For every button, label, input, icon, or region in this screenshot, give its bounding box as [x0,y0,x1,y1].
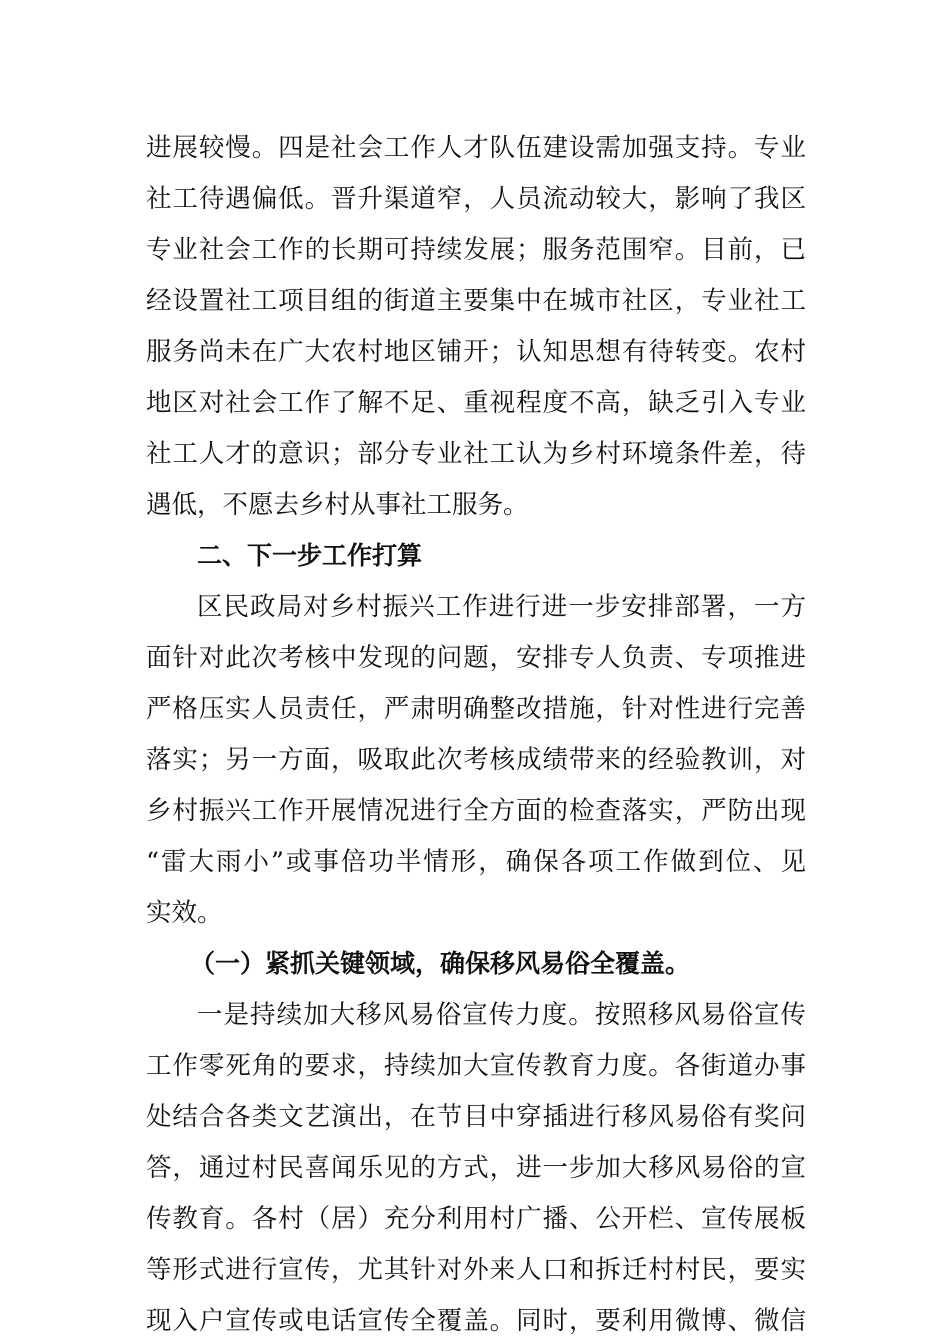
subsection-heading: （一）紧抓关键领域，确保移风易俗全覆盖。 [190,949,691,978]
paragraph-line: 面针对此次考核中发现的问题，安排专人负责、专项推进 [146,643,806,673]
paragraph-line: 等形式进行宣传，尤其针对外来人口和拆迁村村民，要实 [146,1255,806,1285]
paragraph-line: 处结合各类文艺演出，在节目中穿插进行移风易俗有奖问 [146,1102,806,1132]
paragraph-line: 进展较慢。四是社会工作人才队伍建设需加强支持。专业 [146,133,806,163]
paragraph-line: 社工人才的意识；部分专业社工认为乡村环境条件差，待 [146,439,806,469]
paragraph-line: 现入户宣传或电话宣传全覆盖。同时，要利用微博、微信 [146,1306,806,1336]
paragraph-line: 专业社会工作的长期可持续发展；服务范围窄。目前，已 [146,235,806,265]
paragraph-line: 传教育。各村（居）充分利用村广播、公开栏、宣传展板 [146,1204,806,1234]
paragraph-line: 落实；另一方面，吸取此次考核成绩带来的经验教训，对 [146,745,806,775]
paragraph-line: 乡村振兴工作开展情况进行全方面的检查落实，严防出现 [146,796,806,826]
paragraph-line: 严格压实人员责任，严肃明确整改措施，针对性进行完善 [146,694,806,724]
paragraph-line: “雷大雨小”或事倍功半情形，确保各项工作做到位、见 [146,847,806,877]
paragraph-line: 遇低，不愿去乡村从事社工服务。 [146,490,529,520]
paragraph-line: 地区对社会工作了解不足、重视程度不高，缺乏引入专业 [146,388,806,418]
paragraph-line: 工作零死角的要求，持续加大宣传教育力度。各街道办事 [146,1051,806,1081]
section-heading: 二、下一步工作打算 [197,541,423,570]
paragraph-line: 服务尚未在广大农村地区铺开；认知思想有待转变。农村 [146,337,806,367]
paragraph-line: 区民政局对乡村振兴工作进行进一步安排部署，一方 [197,592,806,622]
paragraph-line: 一是持续加大移风易俗宣传力度。按照移风易俗宣传 [197,1000,806,1030]
paragraph-line: 经设置社工项目组的街道主要集中在城市社区，专业社工 [146,286,806,316]
paragraph-line: 实效。 [146,898,223,928]
paragraph-line: 答，通过村民喜闻乐见的方式，进一步加大移风易俗的宣 [146,1153,806,1183]
paragraph-line: 社工待遇偏低。晋升渠道窄，人员流动较大，影响了我区 [146,184,806,214]
